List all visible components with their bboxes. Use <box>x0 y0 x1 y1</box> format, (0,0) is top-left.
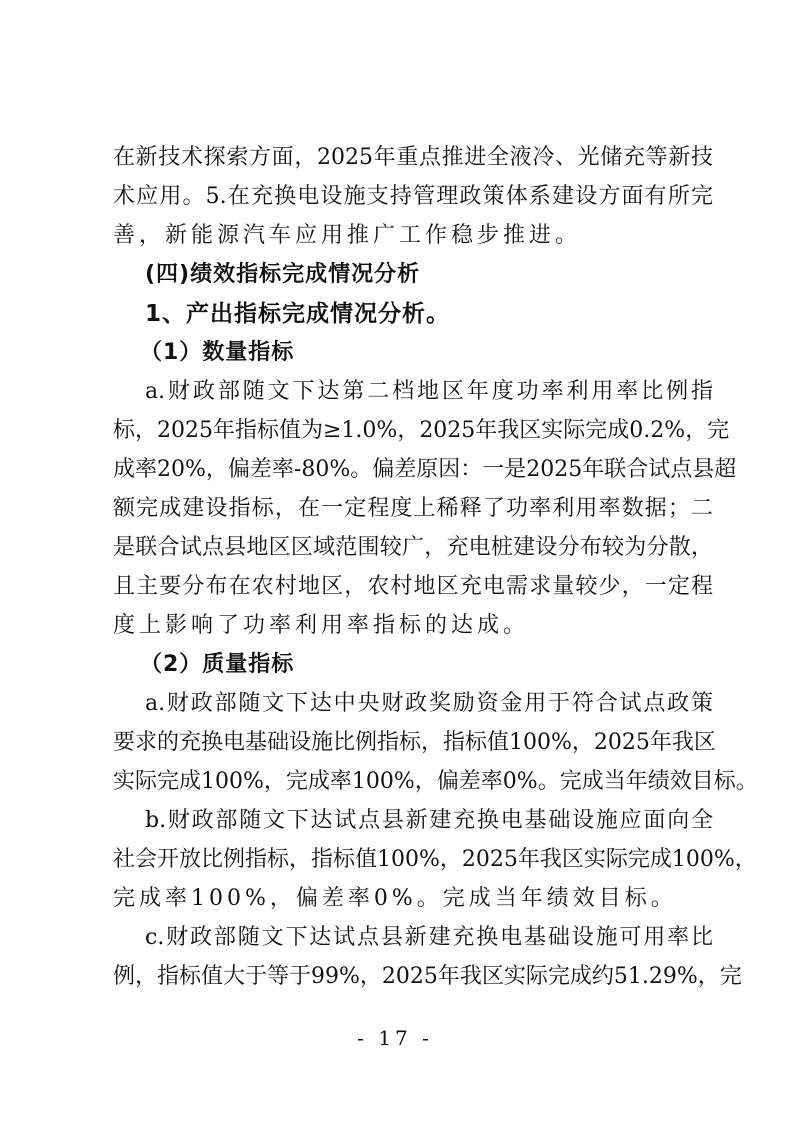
body-line: 且主要分布在农村地区，农村地区充电需求量较少，一定程 <box>113 574 713 599</box>
body-line: 额完成建设指标，在一定程度上稀释了功率利用率数据；二 <box>113 496 713 521</box>
subsection-heading: 1、产出指标完成情况分析。 <box>145 301 451 327</box>
body-line: 成率20%，偏差率-80%。偏差原因：一是2025年联合试点县超 <box>113 457 737 482</box>
body-line: b.财政部随文下达试点县新建充换电基础设施应面向全 <box>145 808 713 833</box>
body-line: 社会开放比例指标，指标值100%，2025年我区实际完成100%， <box>113 847 757 872</box>
body-line: 在新技术探索方面，2025年重点推进全液冷、光储充等新技 <box>113 145 713 170</box>
section-heading: (四)绩效指标完成情况分析 <box>145 262 421 287</box>
body-line: a.财政部随文下达中央财政奖励资金用于符合试点政策 <box>145 691 713 716</box>
body-line: 术应用。5.在充换电设施支持管理政策体系建设方面有所完 <box>113 184 713 209</box>
body-line: 例，指标值大于等于99%，2025年我区实际完成约51.29%，完 <box>113 964 742 989</box>
body-line: a.财政部随文下达第二档地区年度功率利用率比例指 <box>145 379 713 404</box>
body-line: 善，新能源汽车应用推广工作稳步推进。 <box>113 223 582 248</box>
body-line: 度上影响了功率利用率指标的达成。 <box>113 613 530 638</box>
body-line: 是联合试点县地区区域范围较广，充电桩建设分布较为分散， <box>113 535 713 560</box>
body-line: 完成率100%，偏差率0%。完成当年绩效目标。 <box>113 886 677 911</box>
subsubsection-heading: （2）质量指标 <box>140 652 295 677</box>
body-line: 要求的充换电基础设施比例指标，指标值100%，2025年我区 <box>113 730 716 755</box>
page-number: - 17 - <box>357 1026 433 1050</box>
body-line: 实际完成100%，完成率100%，偏差率0%。完成当年绩效目标。 <box>113 769 758 794</box>
body-line: c.财政部随文下达试点县新建充换电基础设施可用率比 <box>145 925 713 950</box>
body-line: 标，2025年指标值为≥1.0%，2025年我区实际完成0.2%，完 <box>113 418 730 443</box>
subsubsection-heading: （1）数量指标 <box>140 340 295 365</box>
